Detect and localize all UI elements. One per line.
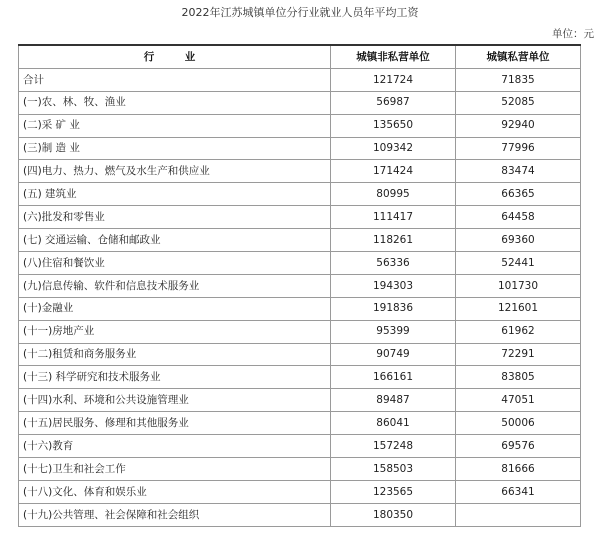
table-row — [19, 252, 581, 275]
table-row — [19, 389, 581, 412]
industry-cell: (十三) 科学研究和技术服务业 — [19, 366, 331, 389]
non-private-wage-cell: 191836 — [331, 297, 456, 320]
table-row — [19, 160, 581, 183]
table-row — [19, 114, 581, 137]
private-wage-cell: 69360 — [456, 229, 581, 252]
private-wage-cell: 121601 — [456, 297, 581, 320]
private-wage-cell: 83474 — [456, 160, 581, 183]
industry-cell: (十)金融业 — [19, 297, 331, 320]
table-row — [19, 412, 581, 435]
non-private-wage-cell: 194303 — [331, 274, 456, 297]
industry-cell: (七) 交通运输、仓储和邮政业 — [19, 229, 331, 252]
wage-table — [18, 44, 581, 527]
industry-cell: (十七)卫生和社会工作 — [19, 458, 331, 481]
private-wage-cell: 72291 — [456, 343, 581, 366]
private-wage-cell: 92940 — [456, 114, 581, 137]
table-row — [19, 137, 581, 160]
non-private-wage-cell: 89487 — [331, 389, 456, 412]
header-row — [19, 45, 581, 68]
unit-label: 单位：元 — [552, 28, 594, 40]
private-wage-cell: 50006 — [456, 412, 581, 435]
private-wage-cell: 61962 — [456, 320, 581, 343]
industry-cell: (九)信息传输、软件和信息技术服务业 — [19, 274, 331, 297]
non-private-wage-cell: 109342 — [331, 137, 456, 160]
industry-cell: 合计 — [19, 68, 331, 91]
non-private-wage-cell: 157248 — [331, 435, 456, 458]
table-row — [19, 68, 581, 91]
industry-cell: (十二)租赁和商务服务业 — [19, 343, 331, 366]
table-row — [19, 366, 581, 389]
industry-cell: (一)农、林、牧、渔业 — [19, 91, 331, 114]
table-title: 2022年江苏城镇单位分行业就业人员年平均工资 — [181, 6, 419, 19]
private-wage-cell: 81666 — [456, 458, 581, 481]
table-row — [19, 503, 581, 526]
non-private-wage-cell: 171424 — [331, 160, 456, 183]
table-row — [19, 206, 581, 229]
table-row — [19, 320, 581, 343]
table-row — [19, 480, 581, 503]
non-private-wage-cell: 158503 — [331, 458, 456, 481]
non-private-wage-cell: 80995 — [331, 183, 456, 206]
industry-cell: (十六)教育 — [19, 435, 331, 458]
private-wage-cell: 83805 — [456, 366, 581, 389]
table-row — [19, 435, 581, 458]
table-row — [19, 274, 581, 297]
private-wage-cell — [456, 503, 581, 526]
non-private-wage-cell: 56987 — [331, 91, 456, 114]
non-private-wage-cell: 95399 — [331, 320, 456, 343]
industry-cell: (十一)房地产业 — [19, 320, 331, 343]
non-private-wage-cell: 180350 — [331, 503, 456, 526]
non-private-wage-cell: 118261 — [331, 229, 456, 252]
non-private-wage-cell: 90749 — [331, 343, 456, 366]
industry-cell: (六)批发和零售业 — [19, 206, 331, 229]
header-private: 城镇私营单位 — [456, 45, 581, 68]
private-wage-cell: 69576 — [456, 435, 581, 458]
header-non-private: 城镇非私营单位 — [331, 45, 456, 68]
table-row — [19, 458, 581, 481]
table-row — [19, 183, 581, 206]
industry-cell: (十九)公共管理、社会保障和社会组织 — [19, 503, 331, 526]
non-private-wage-cell: 135650 — [331, 114, 456, 137]
industry-cell: (十四)水利、环境和公共设施管理业 — [19, 389, 331, 412]
private-wage-cell: 101730 — [456, 274, 581, 297]
private-wage-cell: 64458 — [456, 206, 581, 229]
table-row — [19, 229, 581, 252]
private-wage-cell: 66341 — [456, 480, 581, 503]
table-row — [19, 91, 581, 114]
non-private-wage-cell: 56336 — [331, 252, 456, 275]
non-private-wage-cell: 121724 — [331, 68, 456, 91]
non-private-wage-cell: 166161 — [331, 366, 456, 389]
industry-cell: (四)电力、热力、燃气及水生产和供应业 — [19, 160, 331, 183]
non-private-wage-cell: 86041 — [331, 412, 456, 435]
table-row — [19, 343, 581, 366]
private-wage-cell: 66365 — [456, 183, 581, 206]
private-wage-cell: 77996 — [456, 137, 581, 160]
table-row — [19, 297, 581, 320]
private-wage-cell: 52085 — [456, 91, 581, 114]
industry-cell: (十五)居民服务、修理和其他服务业 — [19, 412, 331, 435]
private-wage-cell: 47051 — [456, 389, 581, 412]
private-wage-cell: 71835 — [456, 68, 581, 91]
industry-cell: (三)制 造 业 — [19, 137, 331, 160]
non-private-wage-cell: 123565 — [331, 480, 456, 503]
industry-cell: (五) 建筑业 — [19, 183, 331, 206]
non-private-wage-cell: 111417 — [331, 206, 456, 229]
industry-cell: (十八)文化、体育和娱乐业 — [19, 480, 331, 503]
private-wage-cell: 52441 — [456, 252, 581, 275]
header-industry: 行 业 — [19, 45, 331, 68]
industry-cell: (八)住宿和餐饮业 — [19, 252, 331, 275]
industry-cell: (二)采 矿 业 — [19, 114, 331, 137]
